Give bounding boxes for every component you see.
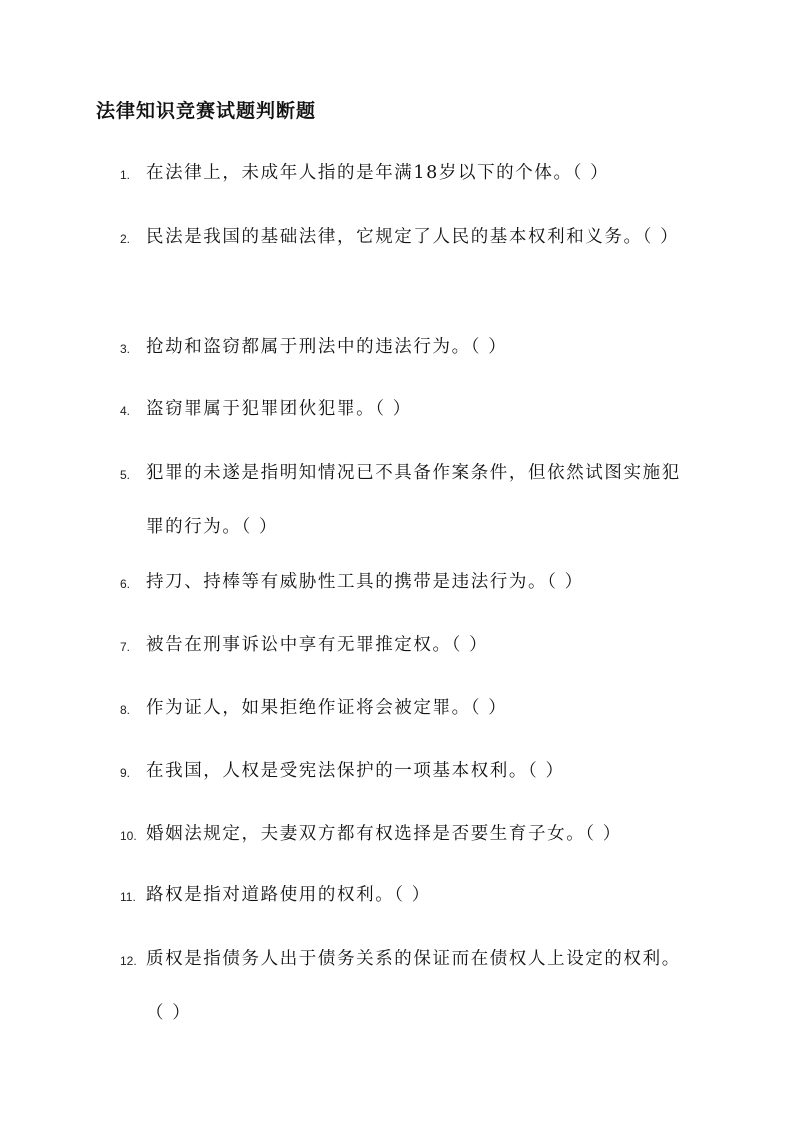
question-number: 8. (120, 703, 131, 717)
question-text: 作为证人，如果拒绝作证将会被定罪。（ ） (146, 698, 508, 718)
question-number: 10. (120, 829, 137, 843)
question-text: 抢劫和盗窃都属于刑法中的违法行为。（ ） (146, 337, 508, 357)
question-number: 4. (120, 404, 131, 418)
question-text: 在我国，人权是受宪法保护的一项基本权利。（ ） (146, 761, 565, 781)
question-number: 3. (120, 342, 131, 356)
question-text: 民法是我国的基础法律，它规定了人民的基本权利和义务。（ ） (146, 227, 680, 247)
question-text: 盗窃罪属于犯罪团伙犯罪。（ ） (146, 399, 412, 419)
question-number: 11. (120, 890, 136, 904)
question-text: 被告在刑事诉讼中享有无罪推定权。（ ） (146, 635, 489, 655)
document-title: 法律知识竞赛试题判断题 (96, 100, 317, 122)
question-number: 6. (120, 577, 131, 591)
question-text: 持刀、持棒等有威胁性工具的携带是违法行为。（ ） (146, 572, 584, 592)
question-number: 7. (120, 640, 131, 654)
question-number: 5. (120, 468, 131, 482)
question-text: 婚姻法规定，夫妻双方都有权选择是否要生育子女。（ ） (146, 824, 622, 844)
question-number: 2. (120, 232, 131, 246)
question-text: 路权是指对道路使用的权利。（ ） (146, 885, 431, 905)
question-text: 在法律上，未成年人指的是年满18岁以下的个体。（ ） (146, 163, 610, 183)
question-number: 12. (120, 954, 137, 968)
question-number: 9. (120, 766, 131, 780)
question-number: 1. (120, 168, 131, 182)
question-text: 质权是指债务人出于债务关系的保证而在债权人上设定的权利。（ ） (146, 949, 681, 1023)
question-text: 犯罪的未遂是指明知情况已不具备作案条件，但依然试图实施犯罪的行为。（ ） (146, 463, 681, 537)
